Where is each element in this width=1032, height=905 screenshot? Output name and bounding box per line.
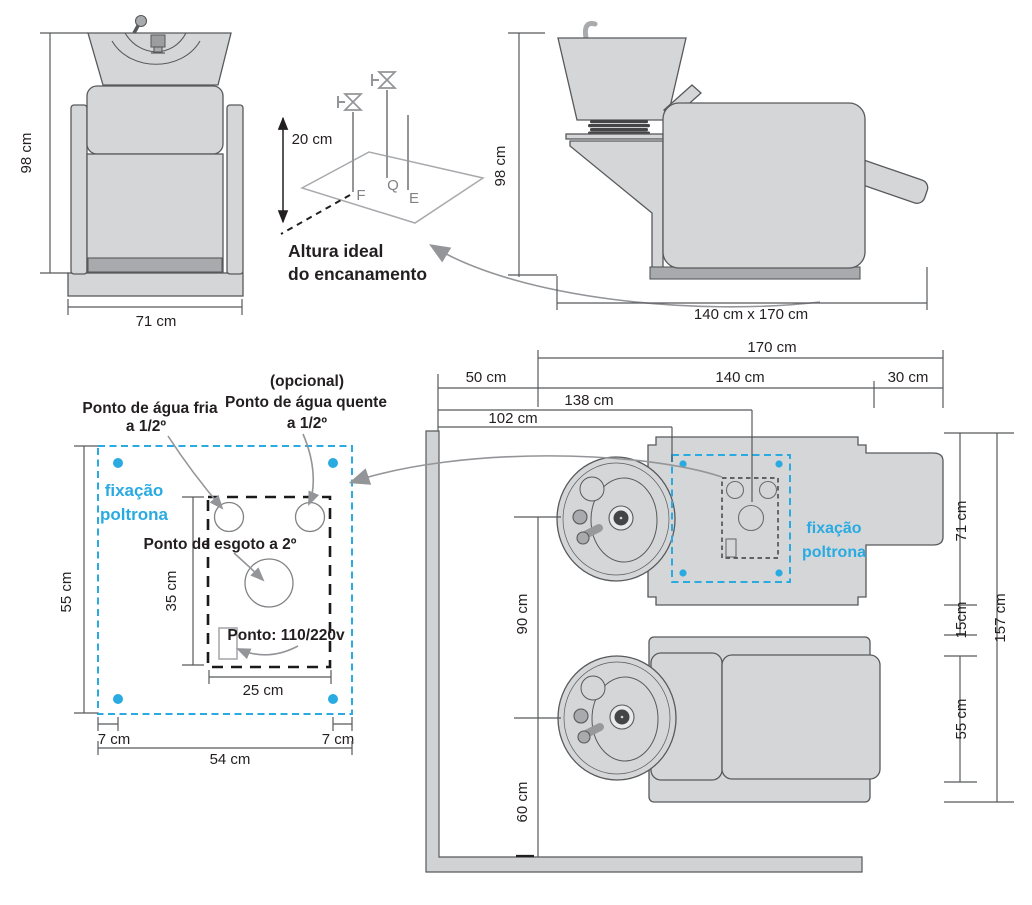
fixation-dot xyxy=(113,458,123,468)
basin-support-plate xyxy=(566,134,663,139)
side-height-dim-label: 98 cm xyxy=(492,145,509,187)
hot-water-label-line1: Ponto de água quente xyxy=(225,394,387,411)
side-faucet xyxy=(585,24,595,38)
drain-label: Ponto de esgoto a 2º xyxy=(143,536,297,553)
drain-point xyxy=(245,559,293,607)
front-armrest-left xyxy=(71,105,87,274)
layout-fixation-label-line1: fixação xyxy=(806,520,862,537)
layout-157-dim-label: 157 cm xyxy=(992,593,1009,643)
plumbing-height-label: 20 cm xyxy=(291,131,333,148)
side-footprint-dim-label: 140 cm x 170 cm xyxy=(693,306,809,323)
detail-35-dim-label: 35 cm xyxy=(163,570,180,612)
front-height-dim-label: 98 cm xyxy=(18,132,35,174)
side-view xyxy=(492,24,930,323)
fixation-dot xyxy=(328,694,338,704)
fixation-label-line1: fixação xyxy=(104,481,164,500)
valve-icon xyxy=(379,72,395,88)
layout-fixation-label-line2: poltrona xyxy=(802,544,866,561)
side-base xyxy=(650,267,860,279)
power-leader-arrow xyxy=(238,646,298,655)
front-armrest-right xyxy=(227,105,243,274)
point-e-label: E xyxy=(408,190,420,207)
detail-7left-dim-label: 7 cm xyxy=(97,731,131,748)
front-backrest xyxy=(87,86,223,154)
layout-140-dim-label: 140 cm xyxy=(715,369,765,386)
layout-55-dim-label: 55 cm xyxy=(953,698,970,740)
front-seat xyxy=(87,154,223,272)
hot-water-leader-arrow xyxy=(303,434,313,504)
layout-138-dim-label: 138 cm xyxy=(564,392,614,409)
fixation-label-line2: poltrona xyxy=(100,505,168,524)
front-base-strip xyxy=(88,258,222,272)
fixation-dot xyxy=(679,569,686,576)
layout-top-view xyxy=(352,339,1014,872)
hot-water-point xyxy=(296,503,325,532)
cold-water-point xyxy=(215,503,244,532)
layout-15-dim-label: 15cm xyxy=(953,601,970,639)
layout-60-dim-label: 60 cm xyxy=(514,781,531,823)
layout-102-dim-label: 102 cm xyxy=(488,410,538,427)
point-q-label: Q xyxy=(387,177,399,194)
fixation-dot xyxy=(113,694,123,704)
installation-detail-plan xyxy=(58,373,387,768)
fixation-dot xyxy=(775,569,782,576)
faucet-lever-knob xyxy=(136,16,147,27)
front-view xyxy=(18,16,243,331)
cold-water-label-line1: Ponto de água fria xyxy=(82,400,218,417)
valve-icon xyxy=(345,94,361,110)
hot-water-label-line2: a 1/2º xyxy=(286,415,328,432)
front-width-dim-label: 71 cm xyxy=(135,313,177,330)
layout-50-dim-label: 50 cm xyxy=(465,369,507,386)
side-chair-body xyxy=(663,103,865,268)
shower-head xyxy=(151,35,165,47)
cold-water-label-line2: a 1/2º xyxy=(125,418,167,435)
detail-25-dim-label: 25 cm xyxy=(242,682,284,699)
chair2-seat xyxy=(722,655,880,779)
fixation-dot xyxy=(328,458,338,468)
front-base-plate xyxy=(68,273,243,296)
detail-7right-dim-label: 7 cm xyxy=(321,731,355,748)
detail-55-dim-label: 55 cm xyxy=(58,571,75,613)
chair2-basin xyxy=(558,656,676,780)
fixation-dot xyxy=(775,460,782,467)
plumbing-caption-line1: Altura ideal xyxy=(288,241,384,261)
layout-71-dim-label: 71 cm xyxy=(953,500,970,542)
point-f-label: F xyxy=(356,187,366,204)
power-label: Ponto: 110/220v xyxy=(227,627,345,644)
reference-dashed-line xyxy=(281,195,350,234)
flex-joint xyxy=(588,120,650,135)
side-pedestal xyxy=(570,141,663,268)
chair1-basin xyxy=(557,457,675,581)
plumbing-caption-line2: do encanamento xyxy=(288,264,428,284)
layout-30-dim-label: 30 cm xyxy=(887,369,929,386)
hot-water-optional-label: (opcional) xyxy=(269,373,345,390)
chair1-top-view xyxy=(648,437,943,605)
layout-90-dim-label: 90 cm xyxy=(514,593,531,635)
layout-170-dim-label: 170 cm xyxy=(747,339,797,356)
detail-54-dim-label: 54 cm xyxy=(209,751,251,768)
